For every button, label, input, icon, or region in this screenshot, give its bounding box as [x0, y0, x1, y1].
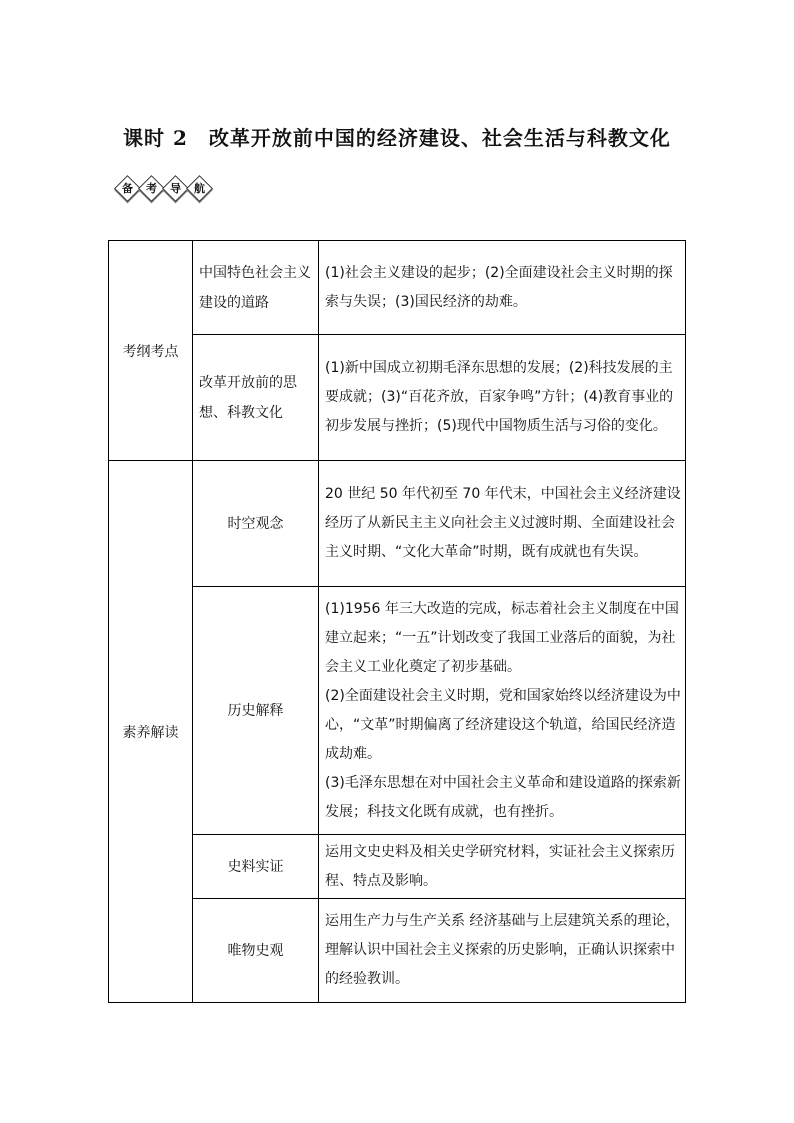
page-title: 课时 2 改革开放前中国的经济建设、社会生活与科教文化 — [123, 126, 671, 150]
topic-cell: 改革开放前的思想、科教文化 — [193, 335, 319, 461]
badge-diamond — [162, 175, 189, 202]
table-row — [109, 835, 686, 899]
badge-char: 备 — [122, 182, 133, 195]
description-paragraph: (1)新中国成立初期毛泽东思想的发展；(2)科技发展的主要成就；(3)“百花齐放，百家争鸣”方针；(4)教育事业的初步发展与挫折；(5)现代中国物质生活与习俗的变化。 — [325, 360, 674, 434]
section-badge — [116, 177, 212, 201]
badge-diamond — [138, 175, 165, 202]
description-paragraph: (3)毛泽东思想在对中国社会主义革命和建设道路的探索新发展；科技文化既有成就，也有挫折。 — [325, 774, 681, 820]
topic-cell: 历史解释 — [193, 587, 319, 835]
badge-diamond — [186, 175, 213, 202]
badge-char: 导 — [170, 182, 181, 195]
description-paragraph: (1)社会主义建设的起步；(2)全面建设社会主义时期的探索与失误；(3)国民经济的劫难。 — [325, 264, 673, 310]
study-guide-table — [108, 240, 686, 1003]
category-cell: 素养解读 — [109, 461, 193, 1003]
topic-cell: 唯物史观 — [193, 899, 319, 1003]
description-cell — [319, 335, 686, 461]
table-row — [109, 241, 686, 335]
table-row — [109, 899, 686, 1003]
table-row — [109, 587, 686, 835]
description-paragraph: (2)全面建设社会主义时期，党和国家始终以经济建设为中心，“文革”时期偏离了经济建设这个轨道，给国民经济造成劫难。 — [325, 687, 681, 762]
badge-char: 航 — [194, 182, 205, 195]
description-cell — [319, 899, 686, 1003]
category-cell: 考纲考点 — [109, 241, 193, 461]
badge-char: 考 — [146, 182, 157, 195]
description-cell — [319, 587, 686, 835]
topic-cell: 史料实证 — [193, 835, 319, 899]
topic-cell: 时空观念 — [193, 461, 319, 587]
table-row — [109, 335, 686, 461]
badge-diamond — [114, 175, 141, 202]
description-paragraph: 20 世纪 50 年代初至 70 年代末，中国社会主义经济建设经历了从新民主主义向社会主义过渡时期、全面建设社会主义时期、“文化大革命”时期，既有成就也有失误。 — [325, 486, 681, 560]
description-paragraph: 运用生产力与生产关系 经济基础与上层建筑关系的理论，理解认识中国社会主义探索的历史影响，正确认识探索中的经验教训。 — [325, 913, 680, 987]
description-cell — [319, 461, 686, 587]
description-paragraph: (1)1956 年三大改造的完成，标志着社会主义制度在中国建立起来；“一五”计划改变了我国工业落后的面貌，为社会主义工业化奠定了初步基础。 — [325, 600, 679, 675]
topic-cell: 中国特色社会主义建设的道路 — [193, 241, 319, 335]
description-cell — [319, 241, 686, 335]
table-row — [109, 461, 686, 587]
description-paragraph: 运用文史史料及相关史学研究材料，实证社会主义探索历程、特点及影响。 — [325, 843, 675, 889]
description-cell — [319, 835, 686, 899]
